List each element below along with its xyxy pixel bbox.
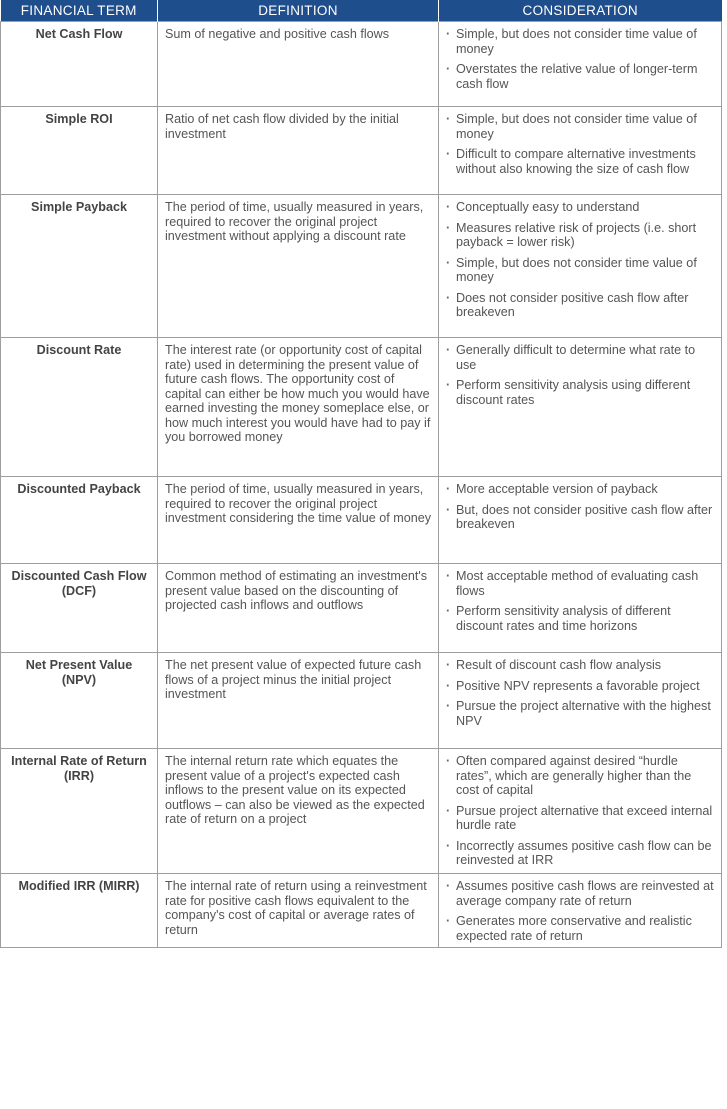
table-row bbox=[1, 22, 722, 107]
financial-term-cell: Discount Rate bbox=[1, 338, 158, 477]
consideration-cell bbox=[439, 338, 722, 477]
table-body bbox=[1, 22, 722, 948]
consideration-item: · Result of discount cash flow analysis bbox=[446, 658, 714, 673]
table-header bbox=[1, 0, 722, 22]
consideration-item: · Simple, but does not consider time value of money bbox=[446, 27, 714, 56]
table-row bbox=[1, 195, 722, 338]
definition-cell: The internal return rate which equates the present value of a project's expected cash inflows to the present value on its expected outflows – can also be viewed as the expected rate of return on a project bbox=[158, 749, 439, 874]
definition-cell: The internal rate of return using a reinvestment rate for positive cash flows equivalent to the company's cost of capital or average rates of return bbox=[158, 874, 439, 948]
consideration-item: · Assumes positive cash flows are reinvested at average company rate of return bbox=[446, 879, 714, 908]
consideration-list bbox=[446, 482, 714, 532]
table-row bbox=[1, 564, 722, 653]
consideration-item: · Difficult to compare alternative investments without also knowing the size of cash flow bbox=[446, 147, 714, 176]
consideration-item: · Simple, but does not consider time value of money bbox=[446, 112, 714, 141]
consideration-cell bbox=[439, 564, 722, 653]
table-row bbox=[1, 338, 722, 477]
consideration-cell bbox=[439, 107, 722, 195]
consideration-item: · Measures relative risk of projects (i.e. short payback = lower risk) bbox=[446, 221, 714, 250]
financial-term-cell: Discounted Payback bbox=[1, 477, 158, 564]
consideration-item: · Pursue project alternative that exceed internal hurdle rate bbox=[446, 804, 714, 833]
consideration-cell bbox=[439, 749, 722, 874]
consideration-item: · Most acceptable method of evaluating cash flows bbox=[446, 569, 714, 598]
consideration-item: · Positive NPV represents a favorable project bbox=[446, 679, 714, 694]
consideration-list bbox=[446, 754, 714, 868]
consideration-item: · Does not consider positive cash flow after breakeven bbox=[446, 291, 714, 320]
consideration-item: · More acceptable version of payback bbox=[446, 482, 714, 497]
table-row bbox=[1, 874, 722, 948]
consideration-item: · Generally difficult to determine what rate to use bbox=[446, 343, 714, 372]
definition-cell: The interest rate (or opportunity cost of capital rate) used in determining the present value of future cash flows. The opportunity cost of capital can either be how much you would have earned investing the money someplace else, or how much interest you would have had to pay if you borrowed money bbox=[158, 338, 439, 477]
consideration-cell bbox=[439, 477, 722, 564]
consideration-item: · Generates more conservative and realistic expected rate of return bbox=[446, 914, 714, 943]
financial-term-cell: Net Present Value (NPV) bbox=[1, 653, 158, 749]
consideration-list bbox=[446, 879, 714, 943]
definition-cell: The period of time, usually measured in years, required to recover the original project investment without applying a discount rate bbox=[158, 195, 439, 338]
consideration-item: · Conceptually easy to understand bbox=[446, 200, 714, 215]
consideration-cell bbox=[439, 653, 722, 749]
header-financial-term: FINANCIAL TERM bbox=[1, 0, 158, 22]
financial-term-cell: Simple ROI bbox=[1, 107, 158, 195]
consideration-item: · Perform sensitivity analysis using different discount rates bbox=[446, 378, 714, 407]
table-row bbox=[1, 107, 722, 195]
consideration-list bbox=[446, 200, 714, 320]
header-consideration: CONSIDERATION bbox=[439, 0, 722, 22]
header-definition: DEFINITION bbox=[158, 0, 439, 22]
financial-term-cell: Net Cash Flow bbox=[1, 22, 158, 107]
financial-term-cell: Internal Rate of Return (IRR) bbox=[1, 749, 158, 874]
consideration-item: · Simple, but does not consider time value of money bbox=[446, 256, 714, 285]
definition-cell: Ratio of net cash flow divided by the initial investment bbox=[158, 107, 439, 195]
consideration-item: · Often compared against desired “hurdle rates”, which are generally higher than the cost of capital bbox=[446, 754, 714, 798]
definition-cell: The net present value of expected future cash flows of a project minus the initial project investment bbox=[158, 653, 439, 749]
definition-cell: The period of time, usually measured in years, required to recover the original project investment considering the time value of money bbox=[158, 477, 439, 564]
table-row bbox=[1, 477, 722, 564]
consideration-cell bbox=[439, 22, 722, 107]
consideration-list bbox=[446, 569, 714, 633]
consideration-item: · Pursue the project alternative with the highest NPV bbox=[446, 699, 714, 728]
consideration-list bbox=[446, 343, 714, 407]
financial-term-cell: Modified IRR (MIRR) bbox=[1, 874, 158, 948]
table-row bbox=[1, 749, 722, 874]
consideration-cell bbox=[439, 874, 722, 948]
header-row bbox=[1, 0, 722, 22]
consideration-item: · Perform sensitivity analysis of different discount rates and time horizons bbox=[446, 604, 714, 633]
definition-cell: Sum of negative and positive cash flows bbox=[158, 22, 439, 107]
consideration-item: · But, does not consider positive cash flow after breakeven bbox=[446, 503, 714, 532]
financial-term-cell: Discounted Cash Flow (DCF) bbox=[1, 564, 158, 653]
table-row bbox=[1, 653, 722, 749]
consideration-item: · Incorrectly assumes positive cash flow can be reinvested at IRR bbox=[446, 839, 714, 868]
consideration-list bbox=[446, 658, 714, 728]
consideration-list bbox=[446, 112, 714, 176]
consideration-cell bbox=[439, 195, 722, 338]
consideration-item: · Overstates the relative value of longer-term cash flow bbox=[446, 62, 714, 91]
definition-cell: Common method of estimating an investment's present value based on the discounting of projected cash inflows and outflows bbox=[158, 564, 439, 653]
consideration-list bbox=[446, 27, 714, 91]
financial-term-cell: Simple Payback bbox=[1, 195, 158, 338]
